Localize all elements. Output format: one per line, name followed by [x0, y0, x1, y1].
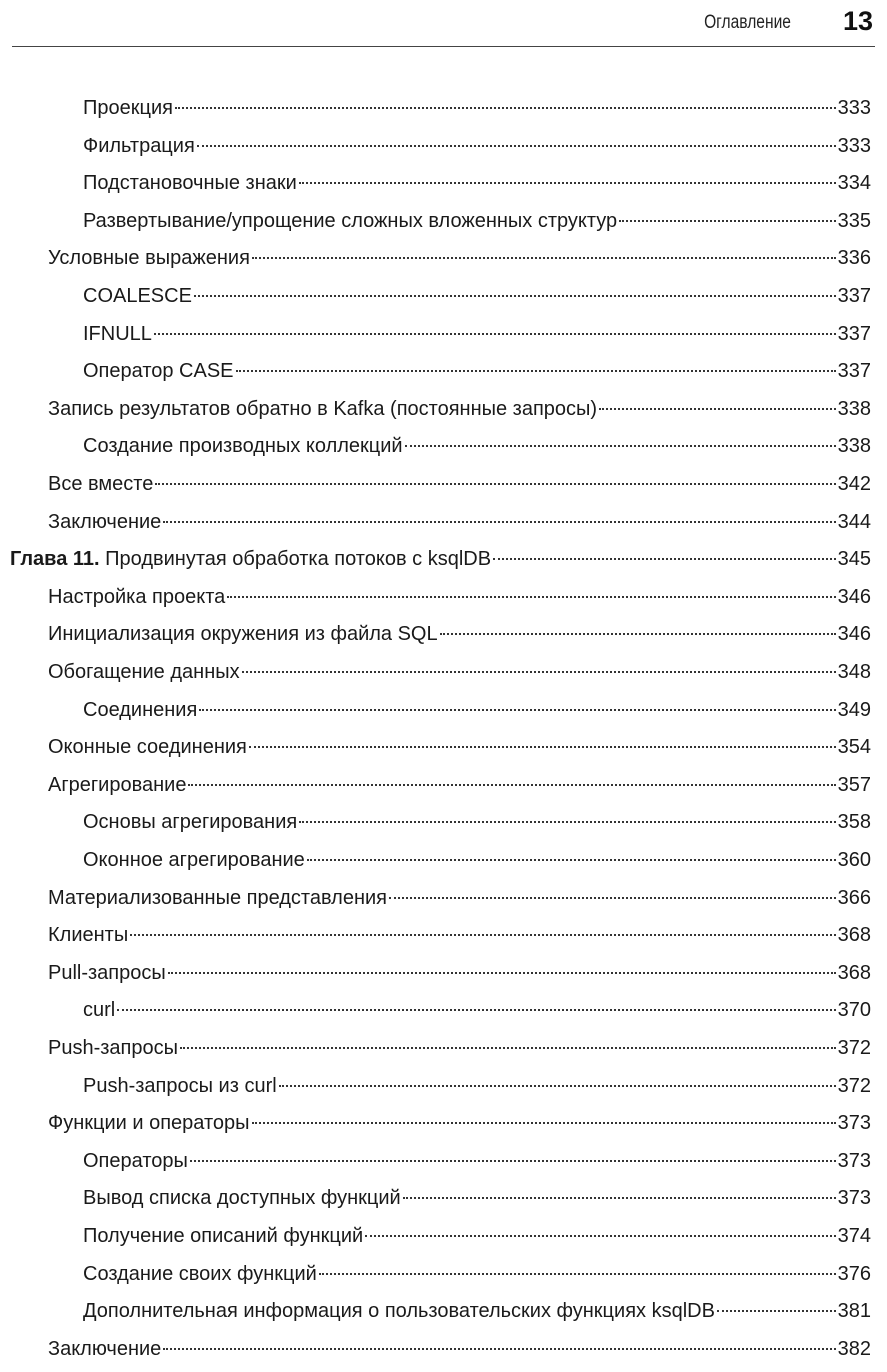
toc-entry-title: IFNULL	[83, 322, 152, 345]
toc-entry-page: 382	[837, 1337, 871, 1360]
toc-entry-page: 373	[837, 1149, 871, 1172]
toc-entry-page: 333	[837, 134, 871, 157]
toc-entry[interactable]	[0, 692, 871, 729]
toc-entry-title: Создание производных коллекций	[83, 435, 403, 458]
dot-leader	[493, 558, 836, 560]
toc-entry[interactable]	[0, 842, 871, 879]
page-number: 13	[842, 6, 873, 36]
running-header-title: Оглавление	[704, 12, 791, 33]
dot-leader	[717, 1310, 836, 1312]
toc-entry-title: curl	[83, 999, 116, 1022]
dot-leader	[190, 1160, 836, 1162]
dot-leader	[117, 1009, 835, 1011]
toc-entry-page: 376	[837, 1262, 871, 1285]
toc-entry[interactable]	[0, 1105, 871, 1142]
toc-entry[interactable]	[0, 992, 871, 1029]
toc-entry-page: 333	[837, 97, 871, 119]
toc-entry-title: Соединения	[83, 698, 198, 721]
toc-entry-title: Оконное агрегирование	[83, 849, 305, 871]
toc-entry-title: Оператор CASE	[83, 360, 234, 383]
toc-entry-title: Вывод списка доступных функций	[83, 1187, 401, 1210]
toc-entry-title: Инициализация окружения из файла SQL	[48, 623, 438, 646]
dot-leader	[227, 596, 835, 598]
toc-entry-page: 360	[837, 849, 871, 871]
toc-entry-page: 344	[837, 510, 871, 533]
toc-entry-title: Оконные соединения	[48, 736, 247, 759]
toc-entry-title: Обогащение данных	[48, 661, 240, 683]
toc-entry-page: 337	[837, 322, 871, 345]
toc-entry-page: 348	[837, 661, 871, 683]
toc-entry[interactable]	[0, 1256, 871, 1293]
toc-entry-title: Заключение	[48, 1337, 162, 1360]
toc-entry-page: 337	[837, 285, 871, 307]
toc-entry-title: Pull-запросы	[48, 961, 166, 984]
dot-leader	[188, 784, 835, 786]
dot-leader	[307, 859, 836, 861]
toc-entry-page: 345	[837, 548, 871, 571]
toc-entry-page: 349	[837, 698, 871, 721]
toc-entry-title: COALESCE	[83, 285, 192, 307]
toc-entry[interactable]	[0, 654, 871, 691]
toc-entry-page: 373	[837, 1187, 871, 1210]
dot-leader	[197, 145, 836, 147]
toc-entry[interactable]	[0, 1068, 871, 1105]
toc-entry-page: 338	[837, 435, 871, 458]
dot-leader	[180, 1047, 836, 1049]
toc-entry[interactable]	[0, 1293, 871, 1330]
toc-entry[interactable]	[0, 1143, 871, 1180]
toc-entry[interactable]	[0, 767, 871, 804]
dot-leader	[619, 220, 835, 222]
toc-entry[interactable]	[0, 240, 871, 277]
dot-leader	[389, 897, 836, 899]
toc-entry-page: 373	[837, 1112, 871, 1135]
toc-entry-title: Подстановочные знаки	[83, 172, 297, 195]
toc-chapter-entry[interactable]	[0, 541, 871, 578]
dot-leader	[163, 1348, 835, 1350]
page-header	[12, 0, 875, 47]
toc-entry[interactable]	[0, 804, 871, 841]
toc-entry-title: Создание своих функций	[83, 1262, 317, 1285]
toc-entry-title: Клиенты	[48, 924, 129, 947]
toc-entry-page: 334	[837, 172, 871, 195]
toc-entry[interactable]	[0, 1180, 871, 1217]
toc-entry-title: Развертывание/упрощение сложных вложенных структур	[83, 209, 618, 232]
toc-entry-title: Проекция	[83, 97, 173, 119]
toc-entry-page: 368	[837, 961, 871, 984]
toc-entry-title: Заключение	[48, 510, 162, 533]
toc-entry-title: Операторы	[83, 1149, 188, 1172]
toc-entry[interactable]	[0, 165, 871, 202]
toc-entry[interactable]	[0, 1030, 871, 1067]
toc-entry[interactable]	[0, 917, 871, 954]
dot-leader	[599, 408, 836, 410]
toc-entry-title: Все вместе	[48, 473, 154, 495]
toc-entry-page: 346	[837, 585, 871, 608]
toc-entry-title: Фильтрация	[83, 134, 195, 157]
dot-leader	[299, 821, 835, 823]
toc-entry-page: 342	[837, 473, 871, 495]
toc-entry-title: Запись результатов обратно в Kafka (постоянные запросы)	[48, 397, 598, 420]
toc-entry-page: 381	[837, 1300, 871, 1323]
toc-entry-title: Агрегирование	[48, 773, 187, 796]
toc-entry-page: 354	[837, 736, 871, 759]
toc-entry-title: Push-запросы из curl	[83, 1074, 277, 1097]
dot-leader	[252, 1122, 836, 1124]
toc-entry-page: 372	[837, 1074, 871, 1097]
dot-leader	[199, 709, 835, 711]
toc-entry-page: 374	[837, 1225, 871, 1247]
toc-entry-title: Дополнительная информация о пользовательских функциях ksqlDB	[83, 1300, 715, 1323]
toc-entry-page: 366	[837, 886, 871, 909]
toc-entry-page: 368	[837, 924, 871, 947]
toc-entry[interactable]	[0, 880, 871, 917]
dot-leader	[319, 1273, 836, 1275]
dot-leader	[163, 521, 835, 523]
toc-entry-title: Условные выражения	[48, 247, 250, 270]
toc-entry[interactable]	[0, 616, 871, 653]
dot-leader	[154, 333, 836, 335]
toc-entry[interactable]	[0, 1218, 871, 1255]
dot-leader	[365, 1235, 835, 1237]
dot-leader	[175, 107, 836, 109]
dot-leader	[155, 483, 835, 485]
toc-entry-title: Глава 11. Продвинутая обработка потоков с ksqlDB	[10, 548, 492, 571]
dot-leader	[249, 746, 836, 748]
dot-leader	[168, 972, 836, 974]
chapter-label: Глава 11.	[10, 548, 100, 571]
toc-entry-page: 358	[837, 811, 871, 834]
toc-entry[interactable]	[0, 955, 871, 992]
toc-entry-page: 346	[837, 623, 871, 646]
toc-entry[interactable]	[0, 428, 871, 465]
toc-entry-page: 357	[837, 773, 871, 796]
toc-entry[interactable]	[0, 278, 871, 315]
dot-leader	[194, 295, 836, 297]
toc-entry[interactable]	[0, 90, 871, 127]
toc-entry[interactable]	[0, 391, 871, 428]
toc-entry[interactable]	[0, 579, 871, 616]
toc-entry-page: 335	[837, 209, 871, 232]
toc-entry-page: 336	[837, 247, 871, 270]
dot-leader	[440, 633, 836, 635]
dot-leader	[403, 1197, 836, 1199]
toc-entry-title: Настройка проекта	[48, 585, 226, 608]
dot-leader	[279, 1085, 836, 1087]
toc-entry[interactable]	[0, 353, 871, 390]
toc-entry-title: Получение описаний функций	[83, 1225, 364, 1247]
toc-entry[interactable]	[0, 316, 871, 353]
toc-entry[interactable]	[0, 466, 871, 503]
toc-entry[interactable]	[0, 203, 871, 240]
toc-entry-page: 338	[837, 397, 871, 420]
toc-entry-page: 372	[837, 1037, 871, 1059]
dot-leader	[299, 182, 836, 184]
toc-entry[interactable]	[0, 504, 871, 541]
toc-entry-title: Материализованные представления	[48, 886, 387, 909]
toc-entry-title: Функции и операторы	[48, 1112, 250, 1135]
dot-leader	[242, 671, 836, 673]
dot-leader	[405, 445, 836, 447]
toc-entry[interactable]	[0, 1331, 871, 1368]
toc-entry[interactable]	[0, 729, 871, 766]
dot-leader	[252, 257, 836, 259]
dot-leader	[130, 934, 835, 936]
toc-entry[interactable]	[0, 128, 871, 165]
toc-entry-title: Основы агрегирования	[83, 811, 298, 834]
toc-entry-page: 337	[837, 360, 871, 383]
dot-leader	[236, 370, 836, 372]
toc-entry-title: Push-запросы	[48, 1037, 178, 1059]
toc-entry-page: 370	[837, 999, 871, 1022]
